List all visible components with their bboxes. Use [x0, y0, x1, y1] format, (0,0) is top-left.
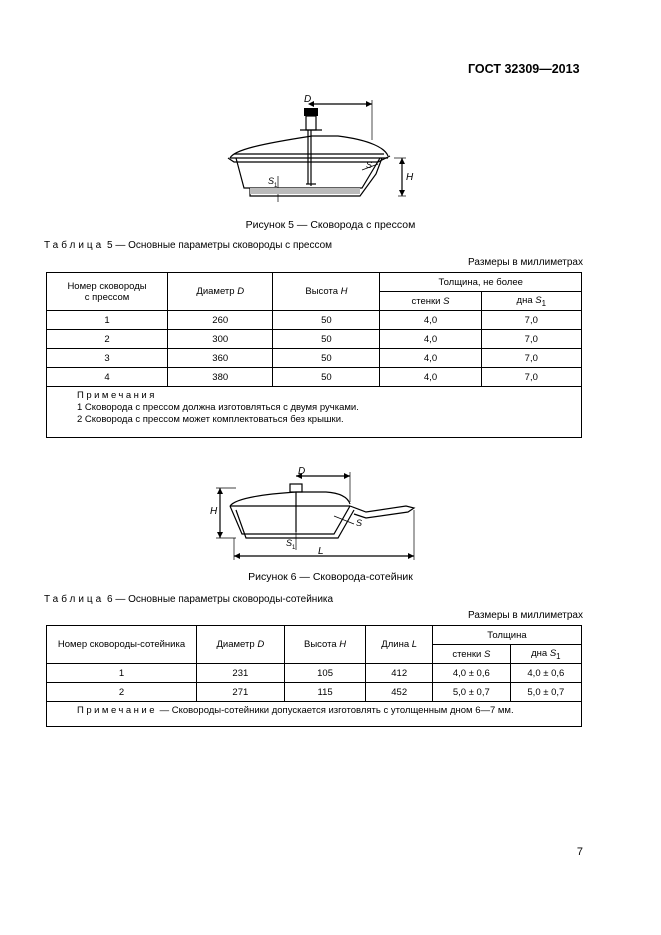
fig5-label-s1-sub: 1	[274, 183, 278, 189]
table5-notes	[47, 387, 582, 438]
table5-title	[44, 240, 332, 251]
table-cell: 7,0	[481, 368, 581, 387]
document-code: ГОСТ 32309—2013	[468, 62, 580, 76]
table-cell: 4,0	[380, 330, 481, 349]
fig5-label-d: D	[304, 94, 312, 105]
figure5-drawing	[220, 92, 420, 212]
table-cell: 300	[168, 330, 273, 349]
table6-header-height: Высота H	[284, 626, 366, 664]
table5	[46, 272, 582, 438]
table6-note-text: — Сковороды-сотейники допускается изготовлять с утолщенным дном 6—7 мм.	[159, 705, 514, 716]
fig5-label-s1: S	[268, 176, 275, 186]
table-cell: 452	[366, 683, 433, 702]
table-cell: 4,0	[380, 311, 481, 330]
table6-header-bottom: дна $S_1$	[510, 645, 581, 664]
table-cell: 4,0	[380, 349, 481, 368]
table-cell: 5,0 ± 0,7	[432, 683, 510, 702]
table-row	[47, 349, 582, 368]
table5-header-thickness: Толщина, не более	[380, 273, 582, 292]
fig6-label-s1-sub: 1	[292, 545, 296, 551]
table5-header-height: Высота H	[273, 273, 380, 311]
table-row	[47, 664, 582, 683]
table5-notes-title: Примечания	[77, 390, 157, 401]
fig6-label-s: S	[356, 518, 363, 528]
table-cell: 4,0	[380, 368, 481, 387]
table6-title-text: 6 — Основные параметры сковороды-сотейника	[107, 594, 334, 605]
table-cell: 7,0	[481, 311, 581, 330]
table-row	[47, 368, 582, 387]
table-cell: 260	[168, 311, 273, 330]
table6-header-wall: стенки S	[432, 645, 510, 664]
fig5-label-s: S	[366, 160, 373, 170]
table6-units: Размеры в миллиметрах	[468, 610, 583, 621]
table5-header-bottom: дна $S_1$	[481, 292, 581, 311]
table-cell: 115	[284, 683, 366, 702]
table6	[46, 625, 582, 727]
table6-title	[44, 594, 333, 605]
table-cell: 1	[47, 664, 197, 683]
table-cell: 380	[168, 368, 273, 387]
table5-header-diameter: Диаметр D	[168, 273, 273, 311]
table-cell: 360	[168, 349, 273, 368]
table-cell: 50	[273, 311, 380, 330]
table5-header-wall: стенки S	[380, 292, 481, 311]
table5-note-1: 1 Сковорода с прессом должна изготовляться с двумя ручками.	[77, 402, 359, 413]
table-cell: 105	[284, 664, 366, 683]
table-row	[47, 330, 582, 349]
table-cell: 50	[273, 330, 380, 349]
table-cell: 271	[197, 683, 285, 702]
table-cell: 1	[47, 311, 168, 330]
table-cell: 3	[47, 349, 168, 368]
table6-header-thickness: Толщина	[432, 626, 581, 645]
table5-header-number: Номер сковороды с прессом	[47, 273, 168, 311]
table6-note	[47, 702, 582, 727]
table-cell: 50	[273, 349, 380, 368]
figure6-drawing	[206, 462, 426, 570]
table-cell: 5,0 ± 0,7	[510, 683, 581, 702]
table5-units: Размеры в миллиметрах	[468, 257, 583, 268]
table5-note-2: 2 Сковорода с прессом может комплектоваться без крышки.	[77, 414, 344, 425]
table6-title-word: Таблица	[44, 594, 105, 605]
table-cell: 50	[273, 368, 380, 387]
table6-note-title: Примечание	[77, 705, 157, 716]
figure5-caption: Рисунок 5 — Сковорода с прессом	[245, 219, 416, 231]
table-cell: 412	[366, 664, 433, 683]
figure6-caption: Рисунок 6 — Сковорода-сотейник	[248, 571, 413, 583]
page-number: 7	[576, 846, 583, 858]
fig6-label-s1: S	[286, 538, 293, 548]
table-row	[47, 683, 582, 702]
table-cell: 4,0 ± 0,6	[510, 664, 581, 683]
table6-header-diameter: Диаметр D	[197, 626, 285, 664]
table6-header-length: Длина L	[366, 626, 433, 664]
table5-title-word: Таблица	[44, 240, 105, 251]
fig5-label-h: H	[406, 172, 414, 183]
table-row	[47, 311, 582, 330]
table6-header-number: Номер сковороды-сотейника	[47, 626, 197, 664]
table-cell: 4,0 ± 0,6	[432, 664, 510, 683]
fig6-label-h: H	[210, 506, 218, 517]
table-cell: 7,0	[481, 330, 581, 349]
table-cell: 2	[47, 330, 168, 349]
fig6-label-l: L	[318, 546, 324, 557]
fig6-label-d: D	[298, 466, 306, 477]
table-cell: 2	[47, 683, 197, 702]
table-cell: 4	[47, 368, 168, 387]
table-cell: 231	[197, 664, 285, 683]
table5-title-text: 5 — Основные параметры сковороды с прессом	[107, 240, 333, 251]
table-cell: 7,0	[481, 349, 581, 368]
